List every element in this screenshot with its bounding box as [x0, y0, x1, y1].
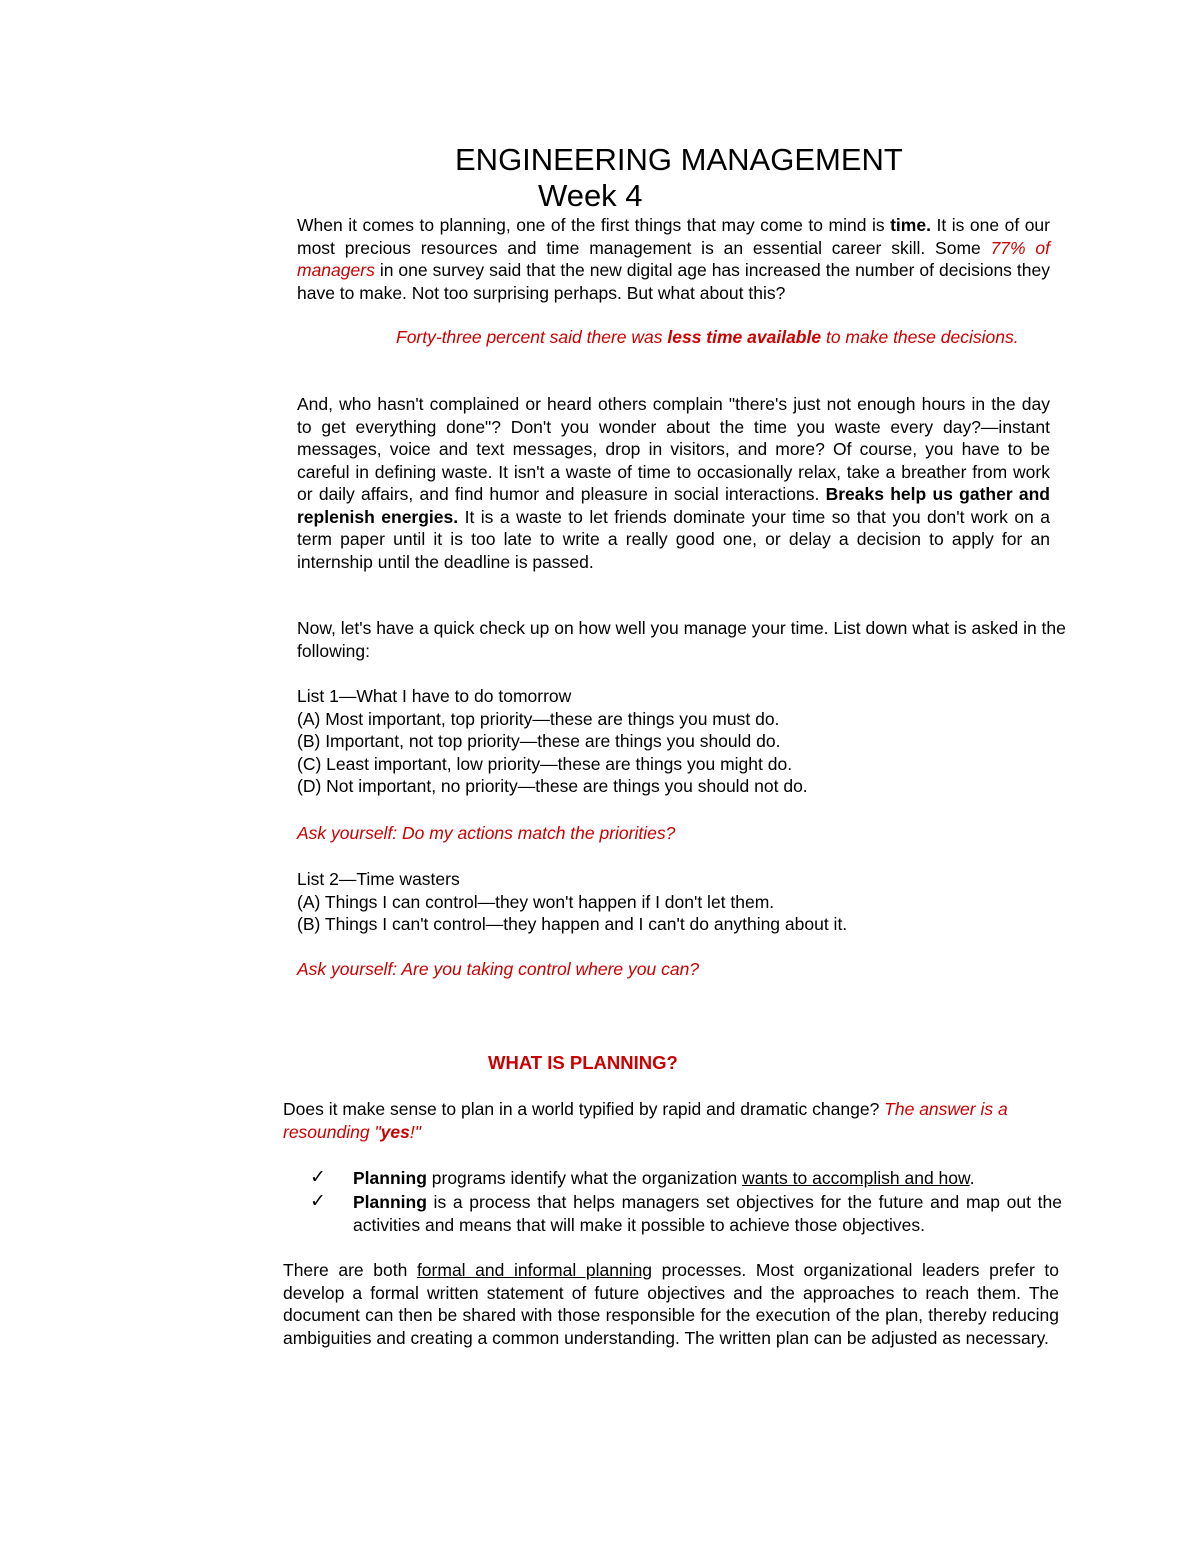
- planning-question-text: Does it make sense to plan in a world typified by rapid and dramatic change?: [283, 1099, 885, 1119]
- document-title: ENGINEERING MANAGEMENT: [455, 142, 903, 177]
- checkup-paragraph: Now, let's have a quick check up on how well you manage your time. List down what is asked in the following:: [297, 618, 1066, 661]
- checkmark-icon: ✓: [310, 1191, 326, 1212]
- planning-bullet-2: [312, 1191, 1062, 1236]
- quote-emphasis: less time available: [667, 327, 822, 347]
- planning-paragraph-text-2: processes. Most organizational leaders prefer to develop a formal written statement of future objectives and the approaches to reach them. The document can then be shared with those responsible for the execution of the plan, thereby reducing ambiguities and creating a common understanding. The written plan can be adjusted as necessary.: [283, 1260, 1059, 1348]
- intro-stat-managers: 77% of managers: [297, 237, 1051, 280]
- waste-paragraph: [297, 393, 1050, 573]
- intro-paragraph: [297, 214, 1050, 304]
- quote-text-1: Forty-three percent said there was: [396, 327, 668, 347]
- quote-paragraph: [396, 326, 1036, 349]
- bullet-2-text: [353, 1191, 1062, 1236]
- planning-paragraph-underline: formal and informal planning: [416, 1260, 653, 1280]
- intro-emphasis-time: time.: [890, 215, 931, 235]
- intro-text-1: When it comes to planning, one of the first things that may come to mind is: [297, 215, 891, 235]
- planning-heading: WHAT IS PLANNING?: [488, 1052, 678, 1073]
- bullet-1-text-1: programs identify what the organization: [426, 1168, 743, 1188]
- list1-item: (A) Most important, top priority—these are things you must do.: [297, 708, 780, 729]
- list2-item: (A) Things I can control—they won't happen if I don't let them.: [297, 891, 775, 912]
- planning-paragraph: [283, 1259, 1059, 1349]
- waste-text-2: It is a waste to let friends dominate your time so that you don't work on a term paper until it is too late to write a really good one, or delay a decision to apply for an internship until the deadline is passed.: [297, 506, 1050, 572]
- list1-ask: Ask yourself: Do my actions match the priorities?: [297, 823, 676, 843]
- intro-text-2: It is one of our most precious resources and time management is an essential career skill. Some: [297, 215, 1050, 258]
- checkmark-icon: ✓: [310, 1167, 326, 1188]
- planning-answer-yes: yes: [380, 1121, 410, 1142]
- bullet-2-text-1: is a process that helps managers set objectives for the future and map out the activities and means that will make it possible to achieve those objectives.: [353, 1192, 1062, 1235]
- bullet-1-text: [353, 1167, 1062, 1190]
- list2-heading: List 2—Time wasters: [297, 869, 460, 889]
- week-subtitle: Week 4: [538, 178, 643, 213]
- planning-answer-text: The answer is a resounding ": [283, 1099, 1008, 1142]
- planning-answer-end: !": [409, 1121, 421, 1142]
- waste-text-1: And, who hasn't complained or heard others complain "there's just not enough hours in the day to get everything done"? Don't you wonder about the time you waste every day?—instant messages, voice and text messages, drop in visitors, and more? Of course, you have to be careful in defining waste. It isn't a waste of time to occasionally relax, take a breather from work or daily affairs, and find humor and pleasure in social interactions.: [297, 394, 1050, 504]
- waste-emphasis-breaks: Breaks help us gather and replenish energies.: [297, 484, 1050, 527]
- list1-block: [297, 685, 1067, 798]
- quote-text-2: to make these decisions.: [821, 327, 1019, 347]
- list2-item: (B) Things I can't control—they happen and I can't do anything about it.: [297, 914, 848, 934]
- list2-block: [297, 868, 1067, 936]
- bullet-1-text-2: .: [969, 1168, 975, 1188]
- planning-question: [283, 1098, 1073, 1143]
- planning-bullet-1: [312, 1167, 1062, 1190]
- list1-heading: List 1—What I have to do tomorrow: [297, 686, 572, 706]
- list2-ask: Ask yourself: Are you taking control where you can?: [297, 959, 700, 979]
- list1-item: (D) Not important, no priority—these are things you should not do.: [297, 776, 808, 796]
- list1-item: (C) Least important, low priority—these are things you might do.: [297, 753, 793, 774]
- bullet-2-bold: Planning: [353, 1192, 427, 1212]
- list1-item: (B) Important, not top priority—these are things you should do.: [297, 731, 781, 751]
- bullet-1-bold: Planning: [353, 1168, 427, 1188]
- intro-text-3: in one survey said that the new digital age has increased the number of decisions they have to make. Not too surprising perhaps. But what about this?: [297, 260, 1050, 303]
- bullet-1-underline: wants to accomplish and how: [742, 1168, 970, 1188]
- planning-paragraph-text-1: There are both: [283, 1260, 417, 1280]
